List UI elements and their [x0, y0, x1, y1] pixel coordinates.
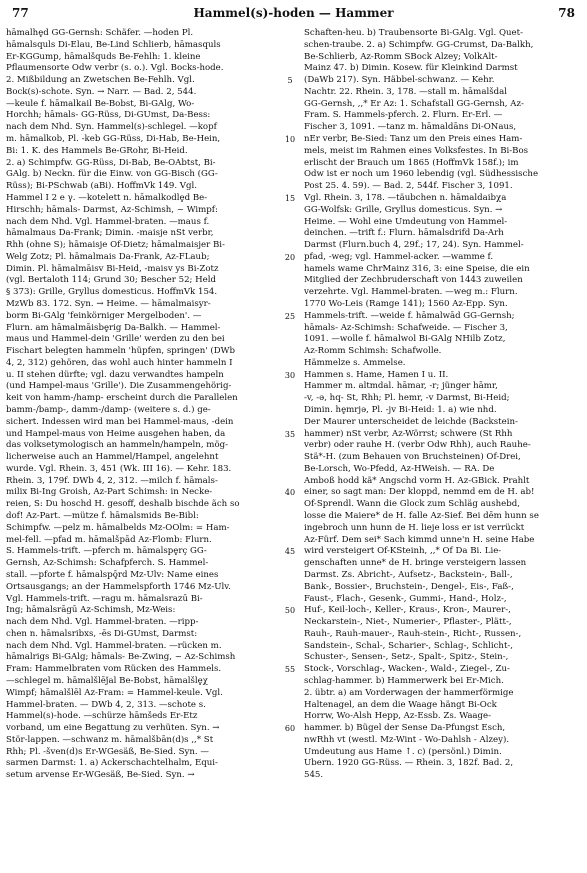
left-column-line: Stör-lappen. —schwanz m. hāmalšbān(d)s ,,* St	[6, 734, 214, 745]
line-number: 60	[284, 724, 296, 734]
right-column-line: mels, meist im Rahmen eines Volksfestes. In Bi-Bos	[304, 145, 529, 156]
line-number: 5	[287, 76, 293, 86]
right-column-line: verbr) oder rauhe H. (verbr Odw Rhh), auch Rauhe-	[304, 440, 531, 451]
right-column-line: Hammels-trift. —weide f. hāmalwād GG-Gernsh;	[304, 310, 515, 321]
left-column-line: —schlegel m. hāmalšlēǰal Be-Bobst, hāmalšle̥χ	[6, 675, 208, 686]
right-column-line: Rauh-, Rauh-mauer-, Rauh-stein-, Richt-, Russen-,	[304, 628, 522, 639]
left-column-line: Horchh; hāmals- GG-Rüss, Di-GUmst, Da-Bess:	[6, 110, 211, 121]
right-column-line: GG-Wolfsk: Grille, Gryllus domesticus. Syn. →	[304, 204, 503, 215]
left-column-line: bamm-/bamp-, damm-/damp- (weitere s. d.) ge-	[6, 405, 211, 415]
left-column-line: 4, 2, 312) gehören, das wohl auch hinter hammeln I	[6, 357, 233, 368]
right-column-line: hammer. b) Bügel der Sense Da-Pfungst Esch,	[304, 723, 506, 734]
left-column-line: Hammel I 2 e γ. —kotelett n. hāmalkodle̥d Be-	[6, 192, 208, 203]
left-column-line: Rüss); Bi-PSchwab (aBi). HoffmVk 149. Vgl.	[6, 181, 197, 192]
right-column-line: Amboß hodd kã* Ängschd vorm H. Az-GBick. Prahlt	[304, 475, 530, 486]
left-column-line: Hammel-braten. — DWb 4, 2, 313. —schote s.	[6, 699, 206, 710]
right-column-line: hammer) nSt verbr, Az-Wörrst; schwere (St Rhh	[304, 428, 513, 439]
right-column-line: Darmst (Flurn.buch 4, 29f.; 17, 24). Syn. Hammel-	[304, 240, 524, 251]
left-column-line: hāmalhe̥d GG-Gernsh: Schäfer. —hoden Pl.	[6, 28, 194, 38]
left-column-line: und Hampel-maus von Heime ausgehen haben, da	[6, 428, 226, 439]
left-column-line: hāmalmaus Da-Frank; Dimin. -maisje nSt verbr,	[6, 228, 214, 239]
left-column-line: reien, S: Du hoschd H. gesoff, deshalb bischde ãch so	[6, 499, 240, 510]
right-column-line: genschaften unne* de H. bringe versteigern lassen	[304, 558, 527, 569]
left-column-line: mel-fell. —pfad m. hāmalšpād Az-Flomb: Flurn.	[6, 534, 212, 545]
right-column-line: Of-Sprendl. Wann die Glock zum Schläg aushebd,	[304, 499, 520, 510]
line-number: 10	[284, 135, 296, 145]
left-column-line: Hammel(s)-hode. —schürze hāmšeds Er-Etz	[6, 711, 198, 722]
right-column-line: deinchen. —trift f.: Flurn. hāmalsdrifd Da-Arh	[304, 228, 504, 239]
right-column-line: wird versteigert Of-KSteinh, ,,* Of Da Bi. Lie-	[304, 546, 502, 557]
left-column-line: 2. Mißbildung an Zwetschen Be-Fehlh. Vgl.	[6, 75, 195, 86]
left-column-line: u. II stehen dürfte; vgl. dazu verwandtes hampeln	[6, 369, 224, 380]
right-column-line: Schaften-heu. b) Traubensorte Bi-GAlg. Vgl. Quet-	[304, 28, 523, 38]
left-column-line: § 373): Grille, Gryllus domesticus. HoffmVk 154.	[6, 287, 218, 298]
left-column-line: m. hāmalkob, Pl. -keb GG-Rüss, Di-Hab, Be-Hein,	[6, 134, 221, 145]
right-column-line: Fram. S. Hammels-pferch. 2. Flurn. Er-Erl. —	[304, 110, 503, 121]
right-column-line: Hammer m. altmdal. hāmar, -r; jünger hāmr,	[304, 381, 498, 392]
left-column-line: hāmalrigs Bi-GAlg; hāmals- Be-Zwing, ~ Az-Schimsh	[6, 652, 236, 663]
left-column-line: Rhein. 3, 179f. DWb 4, 2, 312. —milch f. hāmals-	[6, 475, 218, 486]
right-column-line: 545.	[304, 770, 324, 781]
right-column-line: Heime. — Wohl eine Umdeutung von Hammel-	[304, 216, 508, 227]
line-number: 55	[284, 665, 296, 675]
left-column-line: keit von hamm-/hamp- erscheint durch die Parallelen	[6, 393, 238, 404]
left-column-line: Pflaumensorte Odw verbr (s. o.). Vgl. Bocks-hode.	[6, 63, 224, 74]
right-column-line: pfad, -weg; vgl. Hammel-acker. —wamme f.	[304, 251, 494, 262]
left-column-line: Vgl. Hammels-trift. —ragu m. hāmalsrazū Bi-	[6, 593, 203, 604]
left-column-line: Bi: 1. K. des Hammels Be-GRohr, Bi-Heid.	[6, 145, 188, 156]
right-column-line: erlischt der Brauch um 1865 (HoffmVk 158f.); im	[304, 157, 519, 168]
page-number-right: 78	[558, 6, 575, 20]
right-column-line: Darmst. Zs. Abricht-, Aufsetz-, Backstein-, Ball-,	[304, 569, 513, 580]
left-column-line: nach dem Nhd. Vgl. Hammel-braten. —ripp-	[6, 617, 199, 628]
right-column-line: Az-Fürf. Dem sei* Sach kimmd unne'n H. seine Habe	[304, 534, 535, 545]
line-number: 25	[284, 311, 296, 321]
right-column-line: Mainz 47. b) Dimin. Kosew. für Kleinkind Darmst	[304, 63, 518, 74]
right-column	[304, 28, 582, 782]
right-column-line: (DaWb 217). Syn. Häbbel-schwanz. — Kehr.	[304, 75, 495, 86]
left-column-line: Bock(s)-schote. Syn. → Narr. — Bad. 2, 544.	[6, 86, 197, 97]
right-column-line: 1770 Wo-Leis (Ramge 141); 1560 Az-Epp. Syn.	[304, 298, 508, 309]
left-column-line: chen n. hāmalsribxs, -ēs Di-GUmst, Darmst:	[6, 628, 198, 639]
left-column-line: MzWb 83. 172. Syn. → Heime. — hāmalmaisyr-	[6, 298, 211, 309]
right-column-line: Az-Romm Schimsh: Schafwolle.	[304, 346, 442, 357]
line-number: 40	[284, 488, 296, 498]
right-column-line: ingebroch unn hunn de H. lieje loss er ist verrückt	[304, 522, 525, 533]
right-column-line: Dimin. he̥mrjə, Pl. -jv Bi-Heid: 1. a) wie nhd.	[304, 405, 497, 415]
left-column-line: stall. —pforte f. hāmalspō̥rd Mz-Ulv: Name eines	[6, 569, 219, 580]
right-column-line: losse die Maiere* de H. falle Az-Sief. Bei dēm hunn se	[304, 511, 539, 522]
right-column-line: einer, so sagt man: Der kloppd, nemmd em de H. ab!	[304, 487, 535, 498]
left-column-line: licherweise auch an Hammel/Hampel, angelehnt	[6, 452, 219, 463]
left-column-line: Rhh; Pl. -šven(d)s Er-WGesäß, Be-Sied. Syn. —	[6, 746, 209, 757]
right-column-line: Fischer 3, 1091. —tanz m. hāmaldāns Di-ONaus,	[304, 122, 517, 133]
right-column-line: Vgl. Rhein. 3, 178. —täubchen n. hāmaldaiḃχa	[304, 192, 507, 203]
left-column-line: sarmen Darmst: 1. a) Ackerschachtelhalm, Equi-	[6, 758, 218, 769]
right-column-line: Be-Schlierb, Az-Romm SBock Alzey; VolkAlt-	[304, 51, 498, 62]
right-column-line: Haltenagel, an dem die Waage hängt Bi-Ock	[304, 699, 497, 710]
left-column-line: Ing; hāmalsrāgū Az-Schimsh, Mz-Weis:	[6, 605, 176, 616]
right-column-line: 1091. —wolle f. hāmalwol Bi-GAlg NHilb Zotz,	[304, 334, 506, 345]
right-column-line: Faust-, Flach-, Gesenk-, Gummi-, Hand-, Holz-,	[304, 593, 507, 604]
right-column-line: Sandstein-, Schal-, Scharier-, Schlag-, Schlicht-,	[304, 640, 514, 651]
right-column-line: schlag-hammer. b) Hammerwerk bei Er-Mich.	[304, 675, 504, 686]
left-column-line: Schimpfw. —pelz m. hāmalbelds Mz-OOlm: = Ham-	[6, 522, 230, 533]
right-column-line: nEr verbr, Be-Sied: Tanz um den Preis eines Ham-	[304, 134, 523, 145]
right-column-line: Odw ist er noch um 1960 lebendig (vgl. Südhessische	[304, 169, 539, 180]
right-column-line: Bank-, Bossier-, Bruchstein-, Dengel-, Eis-, Faß-,	[304, 581, 514, 592]
line-number: 35	[284, 429, 296, 439]
line-number: 15	[284, 193, 296, 203]
left-column-line: Rhh (ohne S); hāmaisje Of-Dietz; hāmalmaisjer Bi-	[6, 240, 225, 251]
left-column-line: (und Hampel-maus 'Grille'). Die Zusammengehörig-	[6, 381, 232, 392]
left-column-line: borm Bi-GAlg 'feinkörniger Mergelboden'. —	[6, 310, 202, 321]
left-column-line: milix Bi-Ing Groish, Az-Part Schimsh: in Necke-	[6, 487, 213, 498]
left-column-line: S. Hammels-trift. —pferch m. hāmalspe̥rç GG-	[6, 546, 207, 557]
left-column-line: nach dem Nhd. Vgl. Hammel-braten. —rücken m.	[6, 640, 222, 651]
right-column-line: Be-Lorsch, Wo-Pfedd, Az-HWeish. — RA. De	[304, 463, 495, 474]
right-column-line: hamels wame ChrMainz 316, 3: eine Speise, die ein	[304, 263, 530, 274]
right-column-line: schen-traube. 2. a) Schimpfw. GG-Crumst, Da-Balkh,	[304, 39, 534, 50]
left-column-line: Fischart belegten hammeln 'hüpfen, springen' (DWb	[6, 346, 235, 357]
right-column-line: Post 25. 4. 59). — Bad. 2, 544f. Fischer 3, 1091.	[304, 181, 513, 192]
left-column-line: setum arvense Er-WGesäß, Be-Sied. Syn. →	[6, 770, 195, 781]
right-column-line: Neckarstein-, Niet-, Numerier-, Pflaster-, Plätt-,	[304, 617, 512, 628]
left-column-line: hāmalsquls Di-Elau, Be-Lind Schlierb, hāmasquls	[6, 39, 221, 50]
line-number: 30	[284, 370, 296, 380]
running-header	[0, 6, 587, 26]
left-column-line: (vgl. Bertaloth 114; Grund 30; Bescher 52; Held	[6, 275, 216, 286]
right-column-line: Der Maurer unterscheidet de leichde (Backstein-	[304, 416, 518, 427]
right-column-line: Stä*-H. (zum Behauen von Bruchsteinen) Of-Drei,	[304, 452, 521, 463]
right-column-line: Hammen s. Hame, Hamen I u. II.	[304, 369, 449, 380]
left-column-line: Gernsh, Az-Schimsh: Schafpferch. S. Hammel-	[6, 558, 209, 569]
left-column-line: maus und Hammel-dein 'Grille' werden zu den bei	[6, 334, 225, 345]
line-number: 20	[284, 252, 296, 262]
left-column-line: dof! Az-Part. —mütze f. hāmalsmids Be-Bibl:	[6, 511, 199, 522]
left-column-line: nach dem Nhd. Vgl. Hammel-braten. —maus f.	[6, 216, 210, 227]
page-number-left: 77	[12, 6, 29, 20]
left-column-line: Flurn. am hāmalmāisbe̥rig Da-Balkh. — Hammel-	[6, 322, 221, 333]
right-column-line: Schuster-, Sensen-, Setz-, Spalt-, Spitz-, Stein-,	[304, 652, 509, 663]
left-column-line: wurde. Vgl. Rhein. 3, 451 (Wk. III 16). — Kehr. 183.	[6, 463, 232, 474]
right-column-line: Horrw, Wo-Alsh Hepp, Az-Essb. Zs. Waage-	[304, 711, 492, 722]
left-column-line: Ortsausgangs; an der Hammelspforth 1746 Mz-Ulv.	[6, 581, 231, 592]
right-column-line: Huf-, Keil-loch-, Keller-, Kraus-, Kron-, Maurer-,	[304, 605, 511, 616]
right-column-line: GG-Gernsh, ,,* Er Az: 1. Schafstall GG-Gernsh, Az-	[304, 98, 524, 109]
right-column-line: Stock-, Vorschlag-, Wacken-, Wald-, Ziegel-, Zu-	[304, 664, 510, 675]
left-column-line: Fram: Hammelbraten vom Rücken des Hammels.	[6, 664, 222, 675]
right-column-line: Mitglied der Zechbruderschaft von 1443 zuweilen	[304, 275, 523, 286]
left-column-line: Er-KGGump, hāmalšquds Be-Fehlh: 1. kleine	[6, 51, 201, 62]
right-column-line: verzehrte. Vgl. Hammel-braten. —weg m.: Flurn.	[304, 287, 518, 298]
left-column-line: GAlg. b) Neckn. für die Einw. von GG-Bisch (GG-	[6, 169, 218, 180]
right-column-line: Übern. 1920 GG-Rüss. — Rhein. 3, 182f. Bad. 2,	[304, 758, 514, 769]
line-number: 50	[284, 606, 296, 616]
right-column-line: Nachtr. 22. Rhein. 3, 178. —stall m. hāmalšdal	[304, 86, 507, 97]
left-column-line: —keule f. hāmalkail Be-Bobst, Bi-GAlg, Wo-	[6, 98, 195, 109]
left-column-line: Hirschh; hāmals- Darmst, Az-Schimsh, ~ Wimpf:	[6, 204, 218, 215]
left-column-line: 2. a) Schimpfw. GG-Rüss, Di-Bab, Be-OAbtst, Bi-	[6, 157, 216, 168]
left-column	[6, 28, 275, 782]
left-column-line: das volksetymologisch an hammeln/hampeln, mög-	[6, 440, 229, 451]
header-title: Hammel(s)-hoden — Hammer	[193, 6, 394, 20]
left-column-line: nach dem Nhd. Syn. Hammel(s)-schlegel. —kopf	[6, 122, 217, 133]
left-column-line: vorband, um eine Begattung zu verhüten. Syn. →	[6, 723, 220, 734]
left-column-line: Dimin. Pl. hāmalmāisv Bi-Heid, -maisv ys Bi-Zotz	[6, 263, 219, 274]
right-column-line: Hämmelze s. Ammelse.	[304, 357, 406, 368]
line-number: 45	[284, 547, 296, 557]
right-column-line: Umdeutung aus Hame ↑. c) (persönl.) Dimin.	[304, 746, 502, 757]
right-column-line: 2. übtr. a) am Vorderwagen der hammerförmige	[304, 687, 514, 698]
left-column-line: sichert. Indessen wird man bei Hammel-maus, -dein	[6, 416, 234, 427]
left-column-line: Welg Zotz; Pl. hāmalmais Da-Frank, Az-FLaub;	[6, 251, 210, 262]
left-column-line: Wimpf; hāmalšlēl Az-Fram: = Hammel-keule. Vgl.	[6, 687, 223, 698]
right-column-line: hāmals- Az-Schimsh: Schafweide. — Fischer 3,	[304, 322, 508, 333]
right-column-line: nwRhh vt (westl. Mz-Wint - Wo-Dahlsh - Alzey).	[304, 734, 510, 745]
right-column-line: -v, -ə, hq- St, Rhh; Pl. hemr, -v Darmst, Bi-Heid;	[304, 393, 510, 404]
